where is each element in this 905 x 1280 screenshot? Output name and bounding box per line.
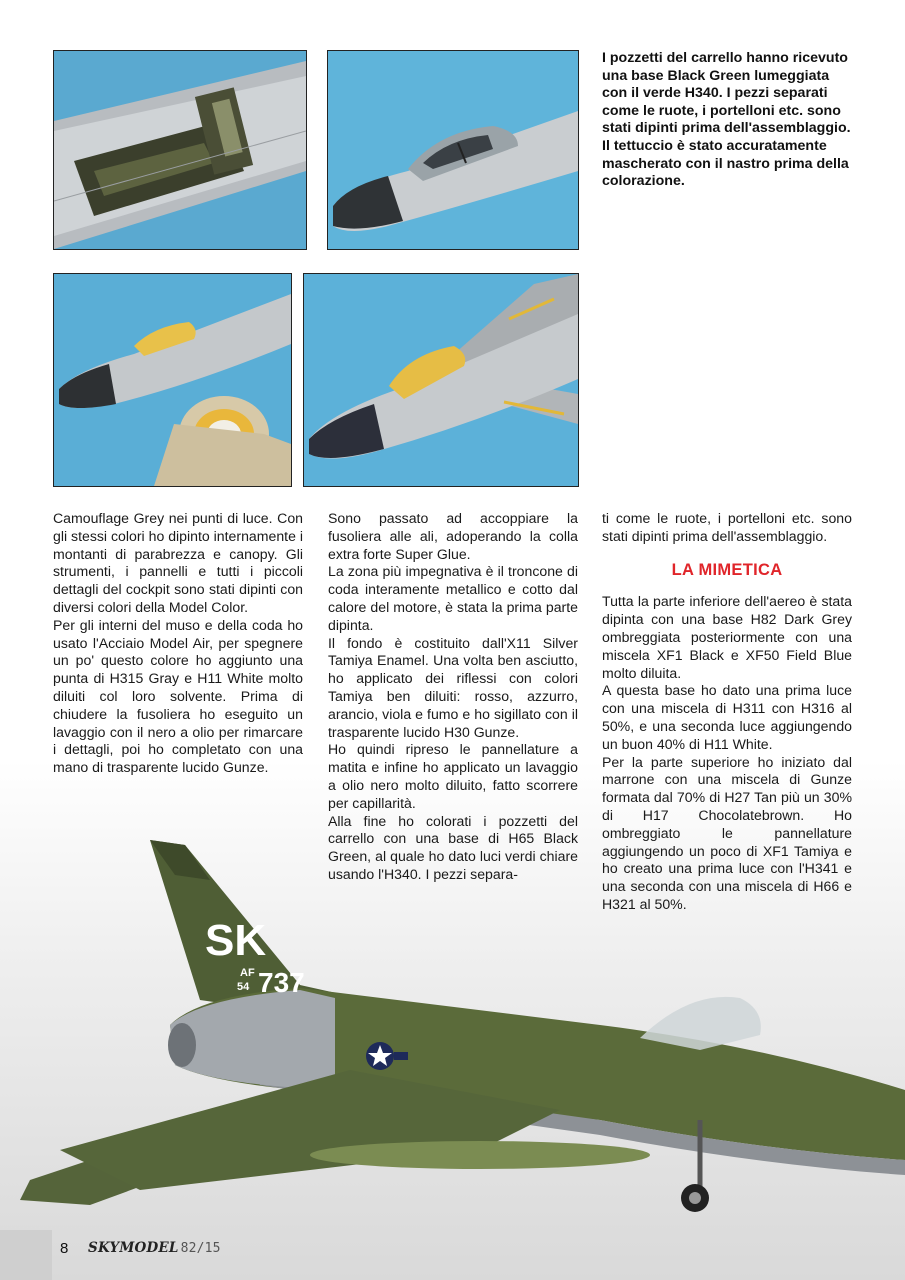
col1-paragraph-1: Camouflage Grey nei punti di luce. Con gli stessi colori ho dipinto internamente i montanti di parabrezza e canopy. Gli strumenti, i pannelli e tutti i piccoli dettagli del cockpit sono stati dipinti con diversi colori della Model Color. <box>53 510 303 615</box>
section-title: LA MIMETICA <box>671 560 783 579</box>
col2-paragraph-4: Ho quindi ripreso le pannellature a matita e infine ho applicato un lavaggio a olio nero molto diluito, fatto scorrere per capillarità. <box>328 741 578 811</box>
tail-code: SK <box>205 916 267 965</box>
page-number: 8 <box>60 1240 69 1257</box>
photo-wheel-wells <box>53 50 307 250</box>
photo-masked-aircraft <box>303 273 579 487</box>
col2-paragraph-1: Sono passato ad accoppiare la fusoliera alle ali, adoperando la colla extra forte Super Glue. <box>328 510 578 562</box>
af-code-line-2: 54 <box>237 981 250 993</box>
serial-number: 737 <box>258 967 305 998</box>
af-code-line-1: AF <box>240 967 255 979</box>
col2-paragraph-2: La zona più impegnativa è il troncone di coda interamente metallico e cotto dal calore del motore, è stata la prima parte dipinta. <box>328 563 578 633</box>
caption-paragraph-2: Il tettuccio è stato accuratamente mascherato con il nastro prima della colorazione. <box>602 137 849 190</box>
col1-paragraph-2: Per gli interni del muso e della coda ho usato l'Acciaio Model Air, per spegnere un po' questo colore ho aggiunto una punta di H315 Gray e H11 White molto diluiti col loro solvente. Prima di chiudere la fusoliera ho eseguito un lavaggio con il nero a olio per rimarcare i dettagli, poi ho completato con una mano di trasparente lucido Gunze. <box>53 616 303 776</box>
drop-tank <box>310 1141 650 1169</box>
col3-paragraph-1: ti come le ruote, i portelloni etc. sono stati dipinti prima dell'assemblaggio. <box>602 510 852 544</box>
col3-paragraph-3: A questa base ho dato una prima luce con una miscela di H311 con H316 al 50%, e una seconda luce aggiungendo un buon 40% di H11 White. <box>602 682 852 752</box>
magazine-name: SKYMODEL <box>88 1240 179 1256</box>
photo-caption <box>602 50 852 191</box>
aircraft-model-illustration <box>0 820 905 1230</box>
issue-number: 82/15 <box>180 1241 221 1256</box>
magazine-logo <box>88 1240 221 1256</box>
photo-masked-canopy <box>53 273 292 487</box>
footer-side-bar <box>0 1230 52 1280</box>
col2-paragraph-5: Alla fine ho colorati i pozzetti del carrello con una base di H65 Black Green, al quale ho dato luci verdi chiare usando l'H340. I pezzi separa- <box>328 812 578 882</box>
text-column-1 <box>53 510 303 777</box>
col3-paragraph-2: Tutta la parte inferiore dell'aereo è stata dipinta con una base H82 Dark Grey ombreggiata posteriormente con una miscela XF1 Black e XF50 Field Blue molto diluita. <box>602 593 852 681</box>
caption-paragraph-1: I pozzetti del carrello hanno ricevuto una base Black Green lumeggiata con il verde H340. I pezzi separati come le ruote, i portelloni etc. sono stati dipinti prima dell'assemblaggio. <box>602 50 851 137</box>
col3-paragraph-4: Per la parte superiore ho iniziato dal marrone con una miscela di Gunze formata dal 70% di H27 Tan più un 30% di H17 Chocolatebrown. Ho ombreggiato le pannellature aggiungendo un poco di XF1 Tamiya e ho creato una prima luce con l'H341 e una seconda con una miscela di H66 e H321 al 50%. <box>602 753 852 912</box>
photo-nose-canopy <box>327 50 579 250</box>
col2-paragraph-3: Il fondo è costituito dall'X11 Silver Tamiya Enamel. Una volta ben asciutto, ho applicato dei riflessi con colori Tamiya ben diluiti: rosso, azzurro, arancio, viola e fumo e ho sigillato con il trasparente lucido H30 Gunze. <box>328 634 578 740</box>
